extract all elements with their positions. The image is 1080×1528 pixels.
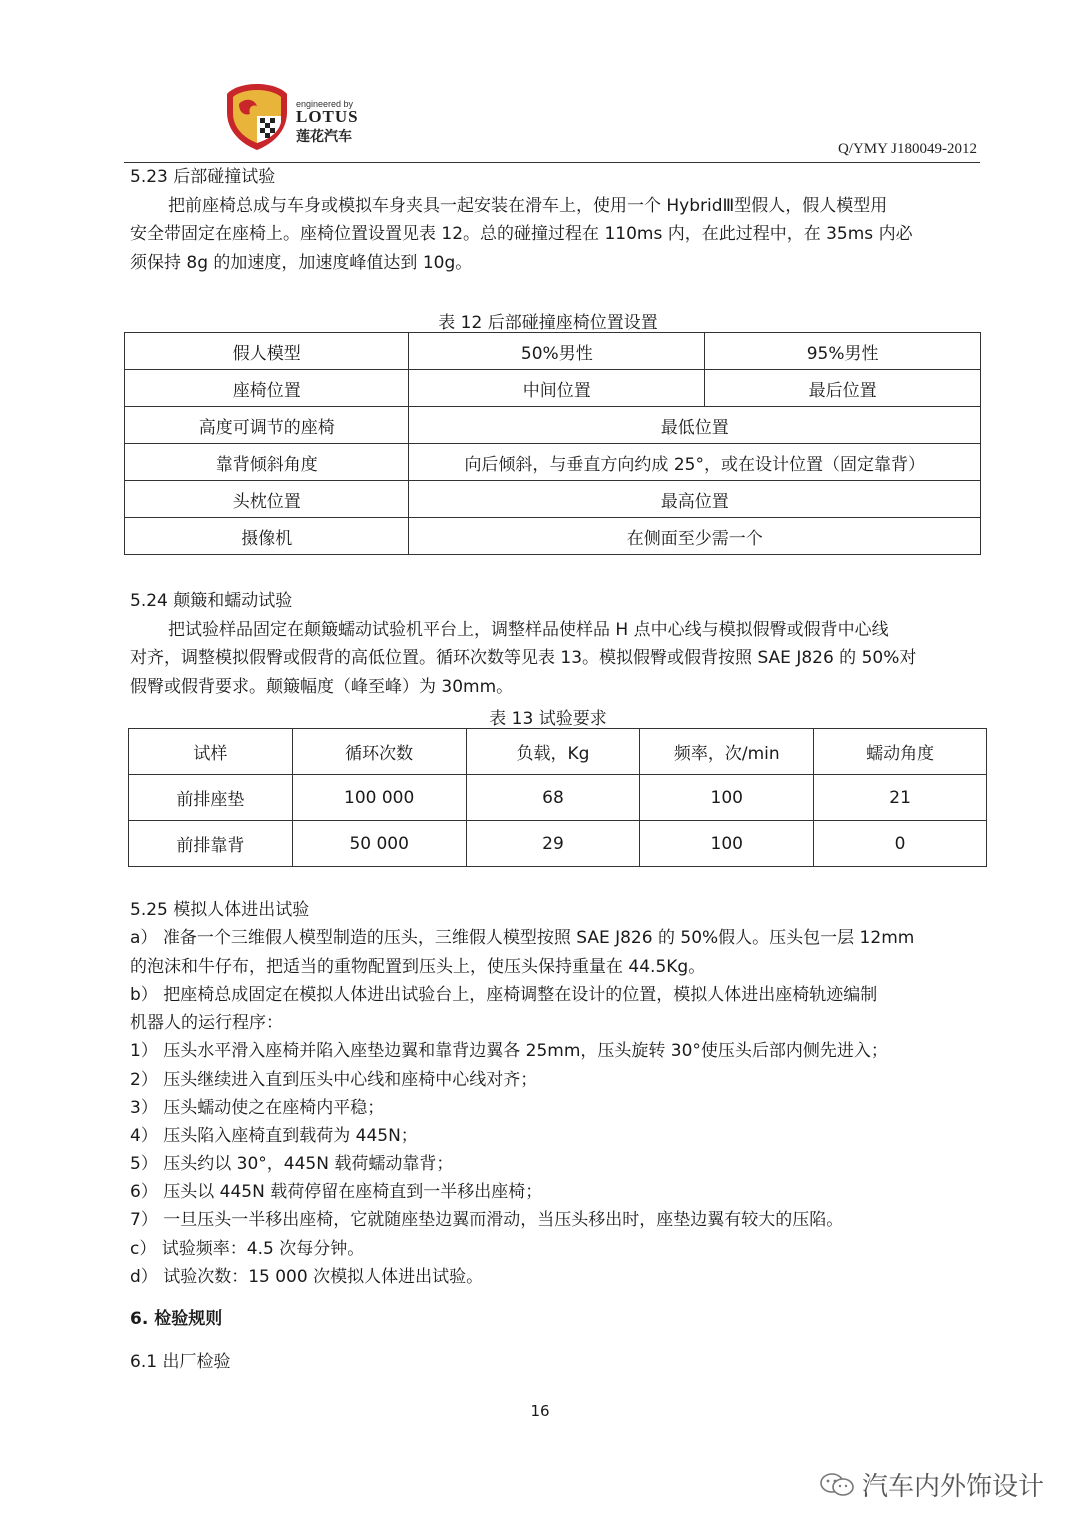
table-cell: 100 xyxy=(640,821,814,867)
table-row xyxy=(125,333,981,370)
list-item: 7） 一旦压头一半移出座椅，它就随座垫边翼而滑动，当压头移出时，座垫边翼有较大的压陷。 xyxy=(130,1210,844,1230)
section-6-1-heading: 6.1 出厂检验 xyxy=(130,1352,231,1372)
table-cell: 100 xyxy=(640,775,814,821)
table-header-cell: 蠕动角度 xyxy=(814,729,987,775)
table-row xyxy=(125,518,981,555)
section-6-heading: 6. 检验规则 xyxy=(130,1309,223,1329)
section-5-25-heading: 5.25 模拟人体进出试验 xyxy=(130,900,310,920)
paragraph-line: a） 准备一个三维假人模型制造的压头，三维假人模型按照 SAE J826 的 50%假人。压头包一层 12mm xyxy=(130,928,915,948)
header-divider xyxy=(124,162,980,163)
table-row xyxy=(129,775,987,821)
page-number: 16 xyxy=(530,1402,550,1420)
list-item: 6） 压头以 445N 载荷停留在座椅直到一半移出座椅； xyxy=(130,1182,543,1202)
paragraph-line: 须保持 8g 的加速度，加速度峰值达到 10g。 xyxy=(130,253,473,273)
paragraph-line: 把前座椅总成与车身或模拟车身夹具一起安装在滑车上，使用一个 HybridⅢ型假人，假人模型用 xyxy=(168,196,888,216)
list-item: 4） 压头陷入座椅直到载荷为 445N； xyxy=(130,1126,418,1146)
table-header-cell: 循环次数 xyxy=(292,729,466,775)
wechat-icon xyxy=(818,1472,856,1498)
table-cell: 0 xyxy=(814,821,987,867)
table-cell: 摄像机 xyxy=(125,518,409,555)
table-cell: 中间位置 xyxy=(409,370,705,407)
section-5-24-heading: 5.24 颠簸和蠕动试验 xyxy=(130,591,293,611)
watermark-text: 汽车内外饰设计 xyxy=(861,1472,1044,1502)
table-12 xyxy=(124,332,981,555)
table-header-cell: 频率，次/min xyxy=(640,729,814,775)
table-header-row xyxy=(129,729,987,775)
list-item: 2） 压头继续进入直到压头中心线和座椅中心线对齐； xyxy=(130,1070,538,1090)
table-cell: 50%男性 xyxy=(409,333,705,370)
paragraph-line: c） 试验频率：4.5 次每分钟。 xyxy=(130,1239,365,1259)
logo-brand: LOTUS xyxy=(296,107,359,126)
paragraph-line: d） 试验次数：15 000 次模拟人体进出试验。 xyxy=(130,1267,484,1287)
table-cell: 向后倾斜，与垂直方向约成 25°，或在设计位置（固定靠背） xyxy=(409,444,981,481)
table-row xyxy=(125,444,981,481)
document-number: Q/YMY J180049-2012 xyxy=(837,141,977,157)
paragraph-line: 把试验样品固定在颠簸蠕动试验机平台上，调整样品使样品 H 点中心线与模拟假臀或假背中心线 xyxy=(168,620,889,640)
table-cell: 21 xyxy=(814,775,987,821)
table-cell: 在侧面至少需一个 xyxy=(409,518,981,555)
table-cell: 29 xyxy=(466,821,640,867)
table-row xyxy=(129,821,987,867)
table-cell: 假人模型 xyxy=(125,333,409,370)
paragraph-line: 假臀或假背要求。颠簸幅度（峰至峰）为 30mm。 xyxy=(130,677,514,697)
table-cell: 最高位置 xyxy=(409,481,981,518)
lotus-logo xyxy=(224,82,374,152)
table-cell: 头枕位置 xyxy=(125,481,409,518)
table-cell: 50 000 xyxy=(292,821,466,867)
table-12-caption: 表 12 后部碰撞座椅位置设置 xyxy=(438,313,658,333)
table-row xyxy=(125,481,981,518)
table-cell: 座椅位置 xyxy=(125,370,409,407)
table-row xyxy=(125,370,981,407)
watermark xyxy=(818,1466,1044,1503)
table-cell: 高度可调节的座椅 xyxy=(125,407,409,444)
logo-subtitle: engineered by xyxy=(296,99,354,109)
table-cell: 前排靠背 xyxy=(129,821,293,867)
section-5-23-heading: 5.23 后部碰撞试验 xyxy=(130,167,276,187)
table-cell: 68 xyxy=(466,775,640,821)
table-cell: 100 000 xyxy=(292,775,466,821)
table-13-caption: 表 13 试验要求 xyxy=(489,709,607,729)
table-cell: 靠背倾斜角度 xyxy=(125,444,409,481)
paragraph-line: 机器人的运行程序： xyxy=(130,1013,283,1033)
table-header-cell: 负载，Kg xyxy=(466,729,640,775)
paragraph-line: 的泡沫和牛仔布，把适当的重物配置到压头上，使压头保持重量在 44.5Kg。 xyxy=(130,957,706,977)
table-cell: 最低位置 xyxy=(409,407,981,444)
list-item: 3） 压头蠕动使之在座椅内平稳； xyxy=(130,1098,385,1118)
lotus-shield-icon xyxy=(224,82,290,152)
paragraph-line: b） 把座椅总成固定在模拟人体进出试验台上，座椅调整在设计的位置，模拟人体进出座椅轨迹编制 xyxy=(130,985,878,1005)
list-item: 1） 压头水平滑入座椅并陷入座垫边翼和靠背边翼各 25mm，压头旋转 30°使压头后部内侧先进入； xyxy=(130,1041,888,1061)
table-cell: 前排座垫 xyxy=(129,775,293,821)
table-13 xyxy=(128,728,987,867)
table-row xyxy=(125,407,981,444)
table-cell: 95%男性 xyxy=(705,333,981,370)
table-cell: 最后位置 xyxy=(705,370,981,407)
list-item: 5） 压头约以 30°，445N 载荷蠕动靠背； xyxy=(130,1154,454,1174)
logo-chinese: 莲花汽车 xyxy=(296,129,352,145)
table-header-cell: 试样 xyxy=(129,729,293,775)
paragraph-line: 对齐，调整模拟假臀或假背的高低位置。循环次数等见表 13。模拟假臀或假背按照 SAE J826 的 50%对 xyxy=(130,648,917,668)
paragraph-line: 安全带固定在座椅上。座椅位置设置见表 12。总的碰撞过程在 110ms 内，在此过程中，在 35ms 内必 xyxy=(130,224,913,244)
